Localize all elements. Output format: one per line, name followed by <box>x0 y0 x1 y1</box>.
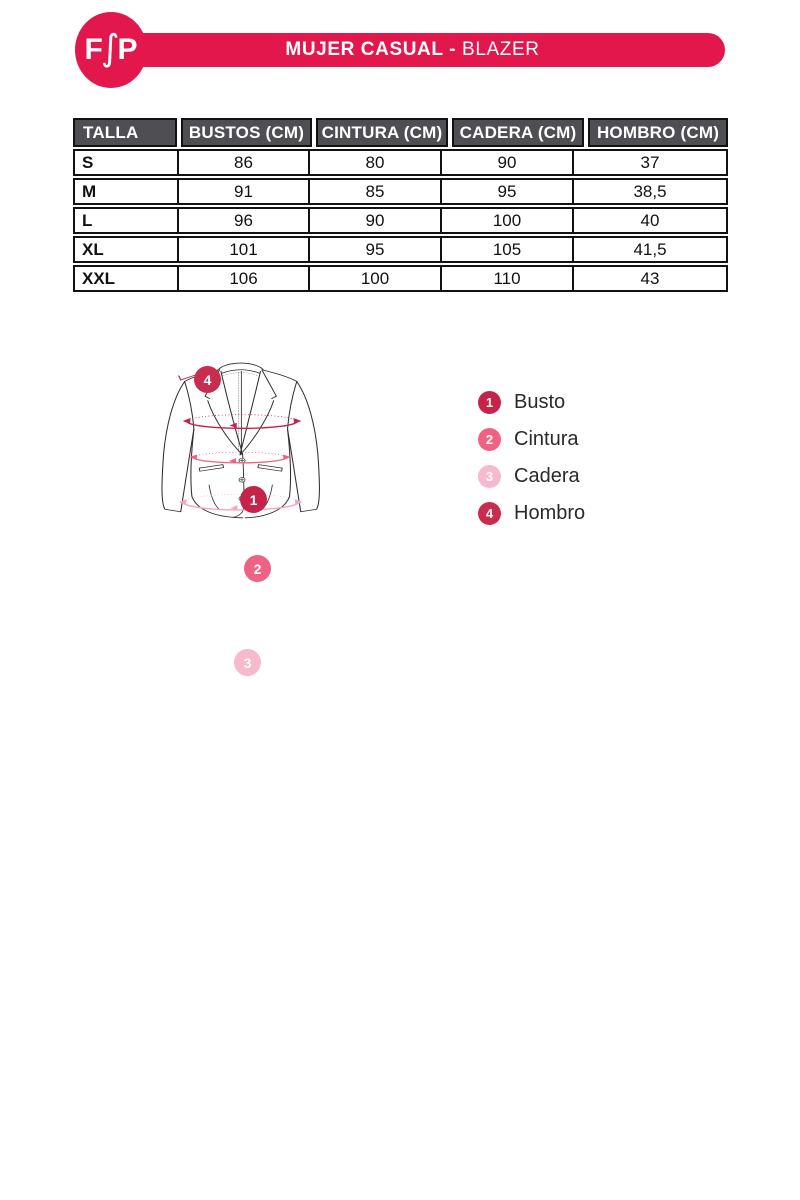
cell-cintura: 95 <box>308 238 440 261</box>
cell-cadera: 110 <box>440 267 572 290</box>
brand-logo-text <box>84 28 138 69</box>
logo-letter-p: P <box>117 33 138 66</box>
logo-letter-f: F <box>84 33 103 66</box>
diagram-marker-hombro: 4 <box>194 366 221 393</box>
diagram-marker-cadera: 3 <box>234 649 261 676</box>
legend-item-cintura <box>478 421 585 458</box>
cell-cintura: 100 <box>308 267 440 290</box>
cell-size: XL <box>82 239 104 259</box>
table-row-l <box>73 207 728 234</box>
size-table <box>73 118 728 292</box>
legend-item-cadera <box>478 458 585 495</box>
table-row-xxl <box>73 265 728 292</box>
page-title-product: BLAZER <box>462 39 540 60</box>
header-talla: TALLA <box>73 118 177 147</box>
legend-label-cintura: Cintura <box>514 428 579 450</box>
cell-hombro: 38,5 <box>572 180 726 203</box>
cell-hombro: 41,5 <box>572 238 726 261</box>
cell-hombro: 40 <box>572 209 726 232</box>
legend-label-hombro: Hombro <box>514 502 586 524</box>
cell-hombro: 43 <box>572 267 726 290</box>
cell-bustos: 101 <box>177 238 308 261</box>
cell-size: M <box>82 181 97 201</box>
logo-squiggle-icon: ∫ <box>100 28 120 69</box>
header-bustos: BUSTOS (CM) <box>181 118 312 147</box>
title-banner <box>100 28 725 69</box>
page-title-category: MUJER CASUAL - <box>285 39 457 60</box>
legend-circle-1: 1 <box>478 391 501 414</box>
cell-cintura: 90 <box>308 209 440 232</box>
legend-item-hombro <box>478 495 585 532</box>
table-row-xl <box>73 236 728 263</box>
legend-circle-4: 4 <box>478 502 501 525</box>
header-hombro: HOMBRO (CM) <box>588 118 728 147</box>
size-table-header-row <box>73 118 728 147</box>
cell-hombro: 37 <box>572 151 726 174</box>
bust-measure-ellipse <box>183 415 302 429</box>
cell-bustos: 106 <box>177 267 308 290</box>
cell-size: L <box>82 210 93 230</box>
page-title <box>285 39 539 61</box>
cell-cintura: 80 <box>308 151 440 174</box>
legend-label-cadera: Cadera <box>514 465 580 487</box>
legend-item-busto <box>478 384 585 421</box>
diagram-marker-cintura: 2 <box>244 555 271 582</box>
cell-cadera: 95 <box>440 180 572 203</box>
table-row-m <box>73 178 728 205</box>
legend-label-busto: Busto <box>514 391 566 413</box>
header-cintura: CINTURA (CM) <box>316 118 448 147</box>
measurement-legend <box>478 384 585 532</box>
cell-cintura: 85 <box>308 180 440 203</box>
header-cadera: CADERA (CM) <box>452 118 584 147</box>
cell-bustos: 91 <box>177 180 308 203</box>
cell-cadera: 100 <box>440 209 572 232</box>
cell-cadera: 90 <box>440 151 572 174</box>
legend-circle-2: 2 <box>478 428 501 451</box>
cell-size: XXL <box>82 268 116 288</box>
cell-size: S <box>82 152 94 172</box>
table-row-s <box>73 149 728 176</box>
blazer-line-art <box>155 350 455 710</box>
cell-cadera: 105 <box>440 238 572 261</box>
cell-bustos: 96 <box>177 209 308 232</box>
diagram-marker-busto: 1 <box>240 486 267 513</box>
legend-circle-3: 3 <box>478 465 501 488</box>
cell-bustos: 86 <box>177 151 308 174</box>
brand-logo <box>75 12 147 88</box>
